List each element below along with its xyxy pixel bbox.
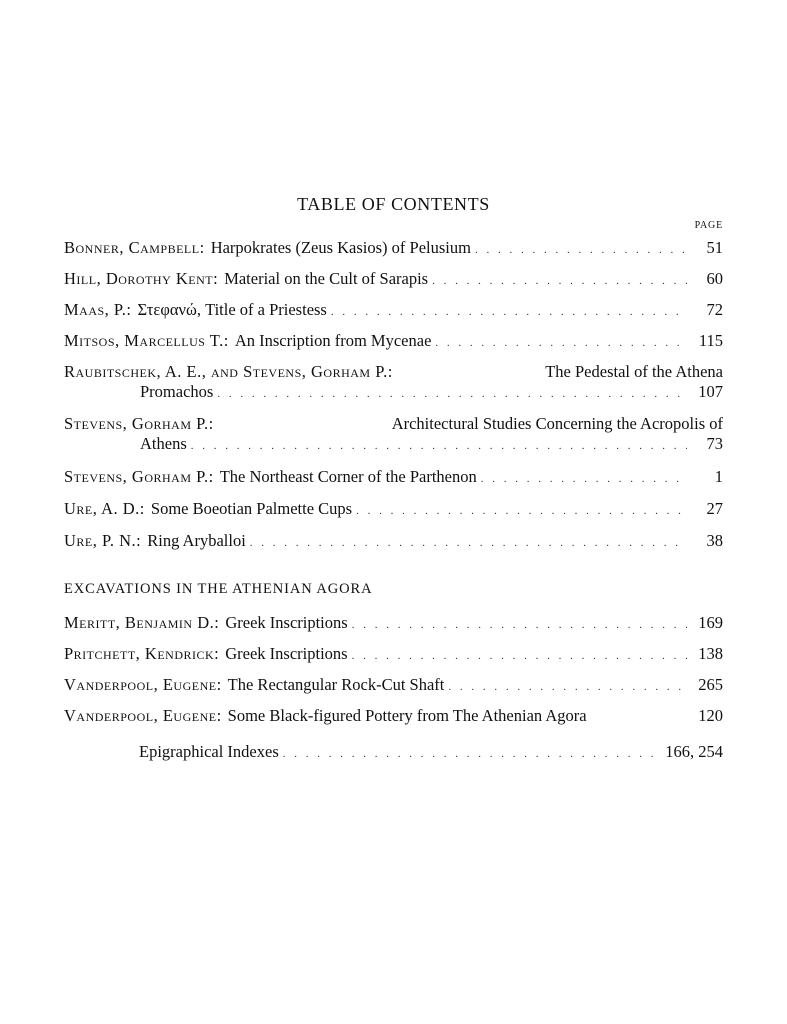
entry-page: 51 bbox=[706, 238, 723, 257]
toc-entry bbox=[64, 675, 723, 706]
toc-list bbox=[64, 238, 723, 563]
entry-author: Meritt, Benjamin D.: bbox=[64, 613, 220, 632]
entry-page: 115 bbox=[698, 331, 723, 350]
entry-page: 120 bbox=[698, 706, 723, 725]
entry-title-line-1: Architectural Studies Concerning the Acropolis of bbox=[391, 414, 723, 433]
toc-entry bbox=[64, 331, 723, 362]
entry-title-line-2: Athens bbox=[140, 434, 187, 453]
entry-title: Some Black-figured Pottery from The Athenian Agora bbox=[227, 706, 587, 725]
toc-entry bbox=[64, 613, 723, 644]
toc-entry bbox=[64, 499, 723, 531]
entry-author: Maas, P.: bbox=[64, 300, 132, 319]
leader-dots bbox=[356, 505, 687, 517]
entry-title: Ring Aryballoi bbox=[147, 531, 246, 550]
entry-author: Pritchett, Kendrick: bbox=[64, 644, 220, 663]
toc-entry bbox=[64, 300, 723, 331]
entry-page: 138 bbox=[698, 644, 723, 663]
entry-page: 1 bbox=[714, 467, 723, 486]
toc-entry-multiline bbox=[64, 362, 723, 414]
entry-author: Bonner, Campbell: bbox=[64, 238, 205, 257]
toc-entry bbox=[64, 742, 723, 762]
leader-dots bbox=[432, 275, 687, 287]
entry-title: Στεφανώ, Title of a Priestess bbox=[137, 300, 327, 319]
entry-title: Greek Inscriptions bbox=[225, 613, 348, 632]
entry-line-2 bbox=[64, 382, 723, 402]
entry-page: 73 bbox=[706, 434, 723, 453]
entry-title: Some Boeotian Palmette Cups bbox=[150, 499, 353, 518]
leader-dots bbox=[448, 681, 687, 693]
index-list bbox=[64, 742, 723, 762]
entry-title: Material on the Cult of Sarapis bbox=[224, 269, 429, 288]
page-column-label: PAGE bbox=[694, 220, 723, 231]
entry-author: Ure, P. N.: bbox=[64, 531, 142, 550]
section-heading: EXCAVATIONS IN THE ATHENIAN AGORA bbox=[64, 581, 373, 597]
toc-entry-multiline bbox=[64, 414, 723, 467]
entry-author: Stevens, Gorham P.: bbox=[64, 414, 214, 433]
entry-title-line-2: Promachos bbox=[140, 382, 214, 401]
entry-page: 60 bbox=[706, 269, 723, 288]
toc-entry bbox=[64, 706, 723, 737]
entry-title: Greek Inscriptions bbox=[225, 644, 348, 663]
entry-page: 166, 254 bbox=[665, 742, 723, 761]
entry-page: 265 bbox=[698, 675, 723, 694]
leader-dots bbox=[352, 619, 687, 631]
entry-author: Stevens, Gorham P.: bbox=[64, 467, 214, 486]
entry-author: Hill, Dorothy Kent: bbox=[64, 269, 219, 288]
leader-dots bbox=[283, 748, 664, 760]
entry-page: 72 bbox=[706, 300, 723, 319]
leader-dots bbox=[481, 473, 687, 485]
leader-dots bbox=[352, 650, 687, 662]
leader-dots bbox=[191, 440, 687, 452]
page-title: TABLE OF CONTENTS bbox=[297, 194, 490, 214]
entry-author: Raubitschek, A. E., and Stevens, Gorham P.: bbox=[64, 362, 393, 381]
entry-author: Vanderpool, Eugene: bbox=[64, 706, 222, 725]
entry-page: 107 bbox=[698, 382, 723, 401]
entry-author: Mitsos, Marcellus T.: bbox=[64, 331, 229, 350]
leader-dots bbox=[250, 537, 687, 549]
leader-dots bbox=[435, 337, 687, 349]
entry-author: Vanderpool, Eugene: bbox=[64, 675, 222, 694]
entry-line-1 bbox=[64, 414, 723, 434]
entry-title: The Northeast Corner of the Parthenon bbox=[219, 467, 477, 486]
toc-entry bbox=[64, 531, 723, 563]
entry-title: Harpokrates (Zeus Kasios) of Pelusium bbox=[210, 238, 471, 257]
entry-line-2 bbox=[64, 434, 723, 454]
entry-title: Epigraphical Indexes bbox=[139, 742, 279, 761]
entry-author: Ure, A. D.: bbox=[64, 499, 145, 518]
entry-page: 169 bbox=[698, 613, 723, 632]
entry-title: The Rectangular Rock-Cut Shaft bbox=[227, 675, 445, 694]
leader-dots bbox=[331, 306, 687, 318]
toc-entry bbox=[64, 269, 723, 300]
leader-dots bbox=[475, 244, 687, 256]
toc-entry bbox=[64, 467, 723, 499]
entry-page: 38 bbox=[706, 531, 723, 550]
entry-page: 27 bbox=[706, 499, 723, 518]
entry-title-line-1: The Pedestal of the Athena bbox=[545, 362, 723, 381]
entry-title: An Inscription from Mycenae bbox=[234, 331, 432, 350]
agora-toc-list bbox=[64, 613, 723, 737]
leader-dots bbox=[217, 388, 687, 400]
entry-line-1 bbox=[64, 362, 723, 382]
toc-entry bbox=[64, 238, 723, 269]
toc-entry bbox=[64, 644, 723, 675]
